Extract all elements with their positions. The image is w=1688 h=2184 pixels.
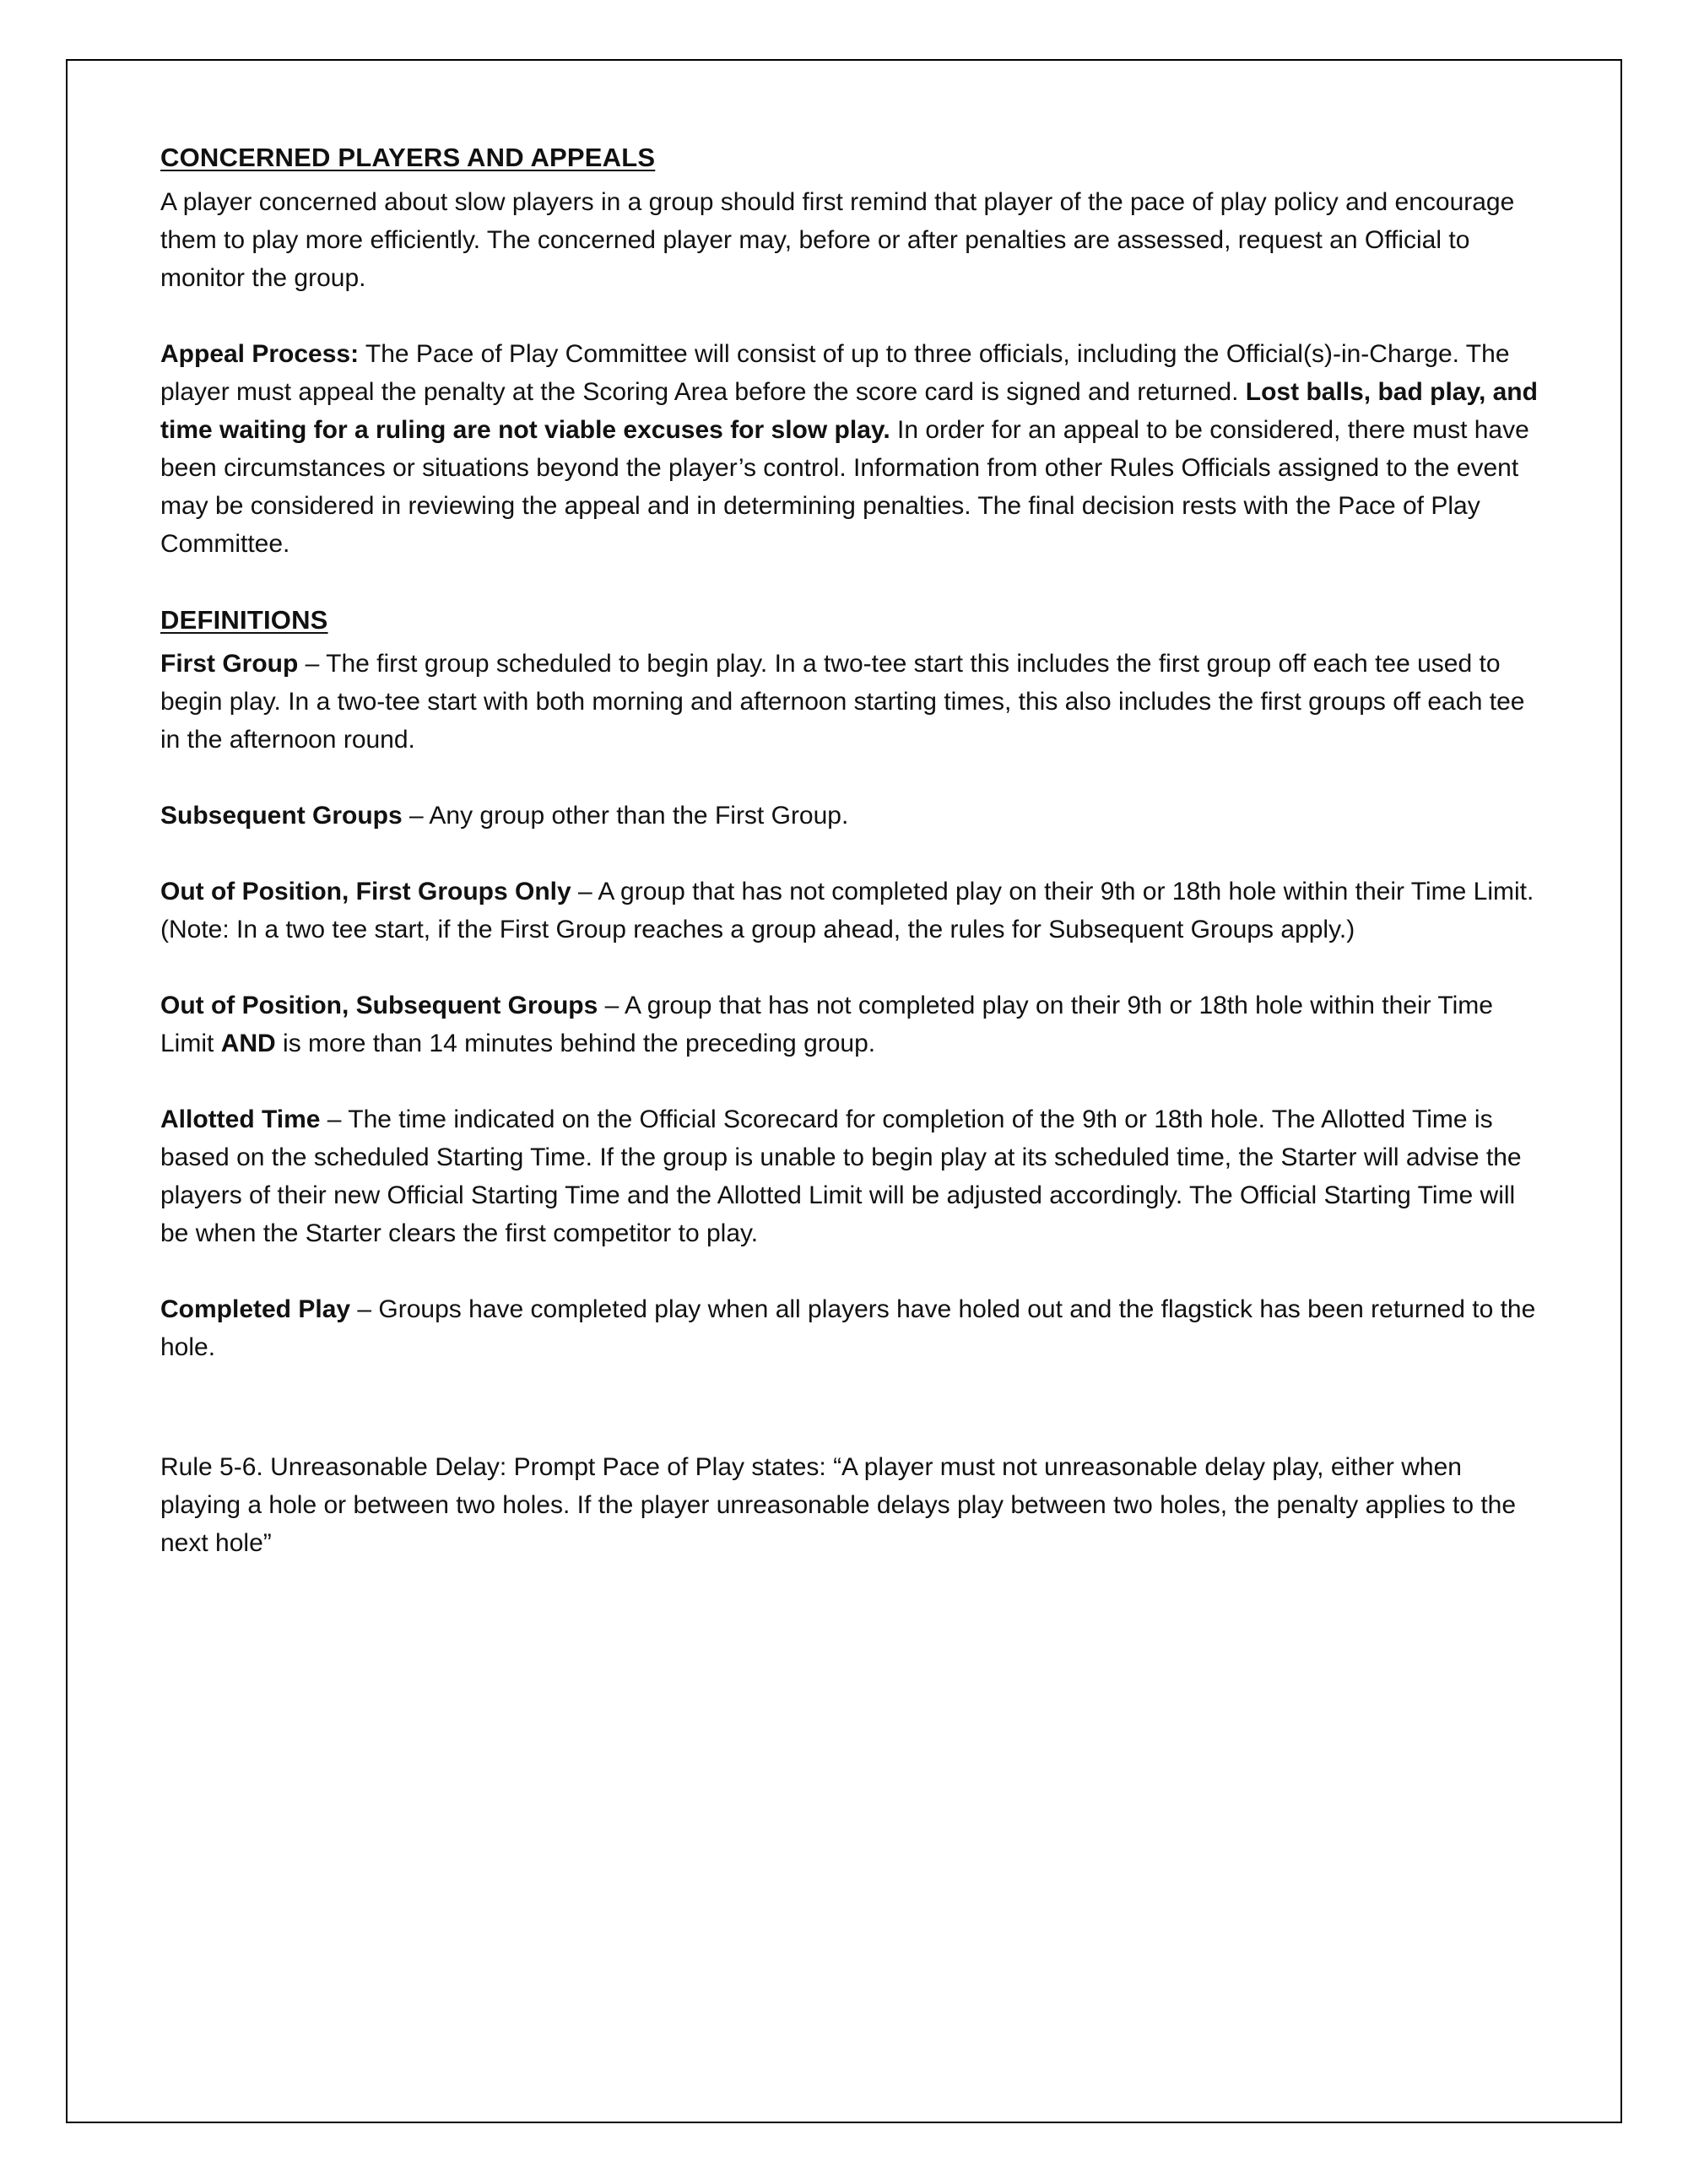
paragraph	[160, 873, 1546, 949]
paragraph	[160, 797, 1546, 835]
bold-text-segment: Appeal Process:	[160, 339, 360, 368]
text-segment: A player concerned about slow players in a group should first remind that player of the pace of play policy and encourage them to play more efficiently. The concerned player may, before or after penalties are assessed, request an Official to monitor the group.	[160, 187, 1515, 292]
paragraph	[160, 645, 1546, 759]
section-heading: CONCERNED PLAYERS AND APPEALS	[160, 143, 656, 172]
document-section	[160, 1404, 1546, 1562]
paragraph	[160, 1448, 1546, 1562]
paragraph	[160, 1100, 1546, 1252]
paragraph	[160, 1290, 1546, 1366]
bold-text-segment: Completed Play	[160, 1295, 351, 1323]
bold-text-segment: Out of Position, Subsequent Groups	[160, 992, 598, 1019]
text-segment: – A group that has not completed play on their 9th or 18th hole within their Time Limit. (Note: In a two tee start, if the First Group reaches a group ahead, the rules for Subsequent Groups apply.)	[160, 878, 1534, 943]
bold-text-segment: Allotted Time	[160, 1106, 321, 1133]
text-segment: – Groups have completed play when all players have holed out and the flagstick has been returned to the hole.	[160, 1295, 1536, 1361]
paragraph	[160, 183, 1546, 297]
bold-text-segment: Subsequent Groups	[160, 802, 403, 830]
page-border-frame	[66, 59, 1622, 2123]
document-section	[160, 138, 1546, 563]
bold-text-segment: First Group	[160, 650, 299, 678]
text-segment: – Any group other than the First Group.	[402, 802, 849, 830]
bold-text-segment: Out of Position, First Groups Only	[160, 878, 571, 905]
bold-text-segment: AND	[220, 1030, 276, 1057]
text-segment: The Pace of Play Committee will consist of up to three officials, including the Official(s)-in-Charge. The player must appeal the penalty at the Scoring Area before the score card is signed and returned.	[160, 339, 1510, 406]
paragraph	[160, 987, 1546, 1062]
text-segment: – The first group scheduled to begin play. In a two-tee start this includes the first group off each tee used to begin play. In a two-tee start with both morning and afternoon starting times, this also includes the first groups off each tee in the afternoon round.	[160, 650, 1525, 754]
text-segment: is more than 14 minutes behind the preceding group.	[275, 1030, 876, 1057]
paragraph	[160, 335, 1546, 563]
text-segment: – A group that has not completed play on their 9th or 18th hole within their Time Limit	[160, 992, 1493, 1057]
bold-text-segment: Lost balls, bad play, and time waiting for a ruling are not viable excuses for slow play.	[160, 377, 1538, 444]
document-body	[160, 138, 1546, 1562]
section-heading: DEFINITIONS	[160, 604, 328, 635]
text-segment: In order for an appeal to be considered, there must have been circumstances or situations beyond the player’s control. Information from other Rules Officials assigned to the event may be considered in reviewing the appeal and in determining penalties. The final decision rests with the Pace of Play Committee.	[160, 415, 1529, 558]
text-segment: Rule 5-6. Unreasonable Delay: Prompt Pace of Play states: “A player must not unreasonable delay play, either when playing a hole or between two holes. If the player unreasonable delays play between two holes, the penalty applies to the next hole”	[160, 1453, 1517, 1557]
text-segment: – The time indicated on the Official Scorecard for completion of the 9th or 18th hole. The Allotted Time is based on the scheduled Starting Time. If the group is unable to begin play at its scheduled time, the Starter will advise the players of their new Official Starting Time and the Allotted Limit will be adjusted accordingly. The Official Starting Time will be when the Starter clears the first competitor to play.	[160, 1106, 1522, 1247]
document-section	[160, 601, 1546, 1367]
